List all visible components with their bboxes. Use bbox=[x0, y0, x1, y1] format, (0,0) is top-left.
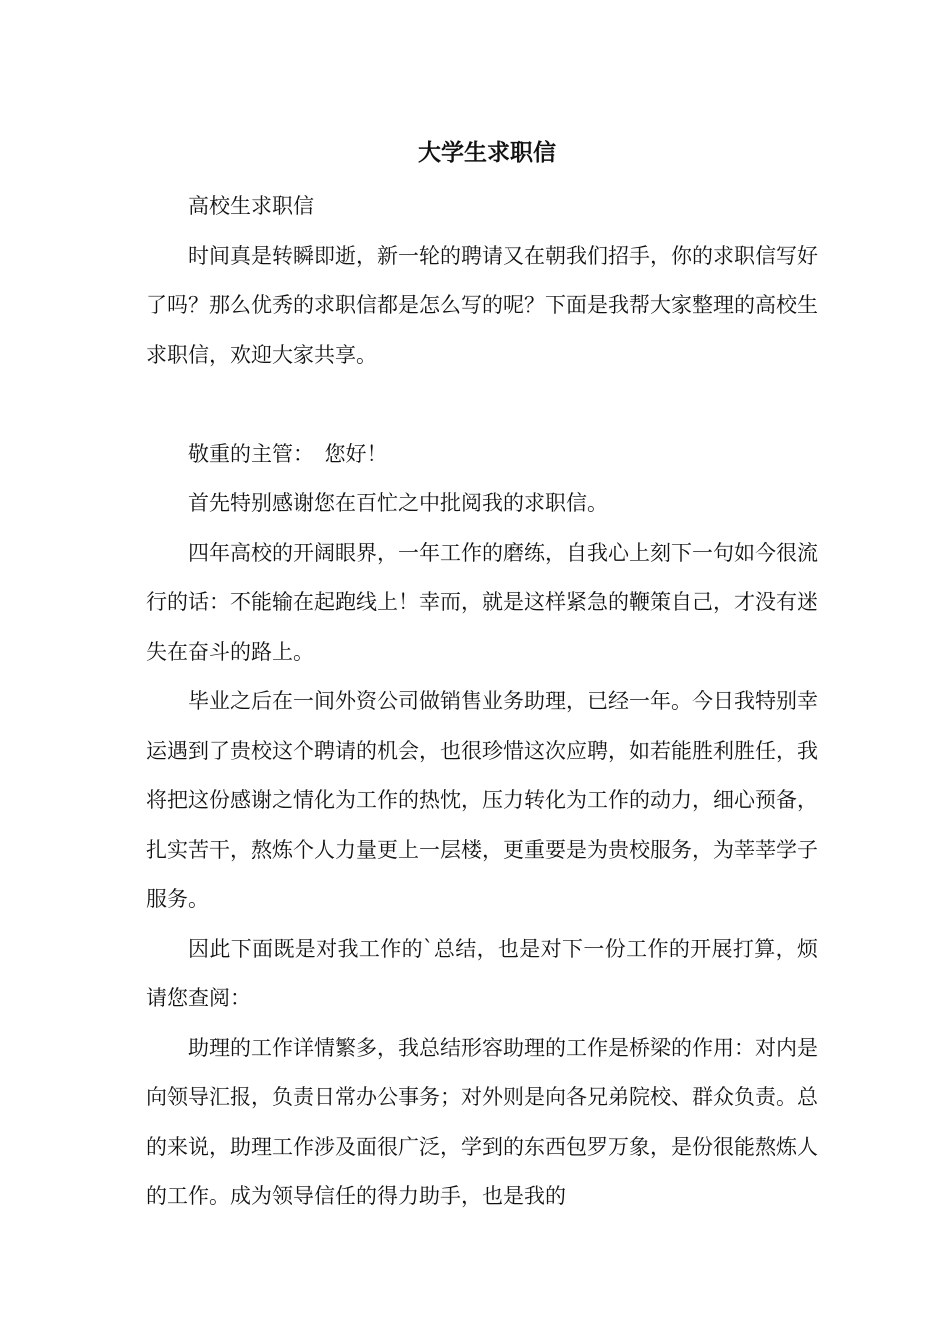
blank-line bbox=[146, 380, 818, 430]
subtitle-paragraph: 高校生求职信 bbox=[188, 194, 314, 218]
body-paragraph: 因此下面既是对我工作的`总结，也是对下一份工作的开展打算，烦请您查阅： bbox=[146, 936, 818, 1010]
intro-paragraph: 时间真是转瞬即逝，新一轮的聘请又在朝我们招手，你的求职信写好了吗？那么优秀的求职信都是怎么写的呢？下面是我帮大家整理的高校生求职信，欢迎大家共享。 bbox=[146, 243, 818, 367]
body-paragraph: 毕业之后在一间外资公司做销售业务助理，已经一年。今日我特别幸运遇到了贵校这个聘请的机会，也很珍惜这次应聘，如若能胜利胜任，我将把这份感谢之情化为工作的热忱，压力转化为工作的动力，细心预备，扎实苦干，熬炼个人力量更上一层楼，更重要是为贵校服务，为莘莘学子服务。 bbox=[146, 689, 818, 911]
body-paragraph: 四年高校的开阔眼界，一年工作的磨练，自我心上刻下一句如今很流行的话：不能输在起跑线上！幸而，就是这样紧急的鞭策自己，才没有迷失在奋斗的路上。 bbox=[146, 540, 818, 664]
document-title: 大学生求职信 bbox=[418, 139, 556, 166]
thanks-paragraph: 首先特别感谢您在百忙之中批阅我的求职信。 bbox=[188, 491, 608, 515]
salutation-paragraph: 敬重的主管： 您好！ bbox=[188, 441, 388, 466]
body-paragraph: 助理的工作详情繁多，我总结形容助理的工作是桥梁的作用：对内是向领导汇报，负责日常办公事务；对外则是向各兄弟院校、群众负责。总的来说，助理工作涉及面很广泛，学到的东西包罗万象，是份很能熬炼人的工作。成为领导信任的得力助手，也是我的 bbox=[146, 1035, 818, 1208]
document-body bbox=[146, 132, 818, 1222]
